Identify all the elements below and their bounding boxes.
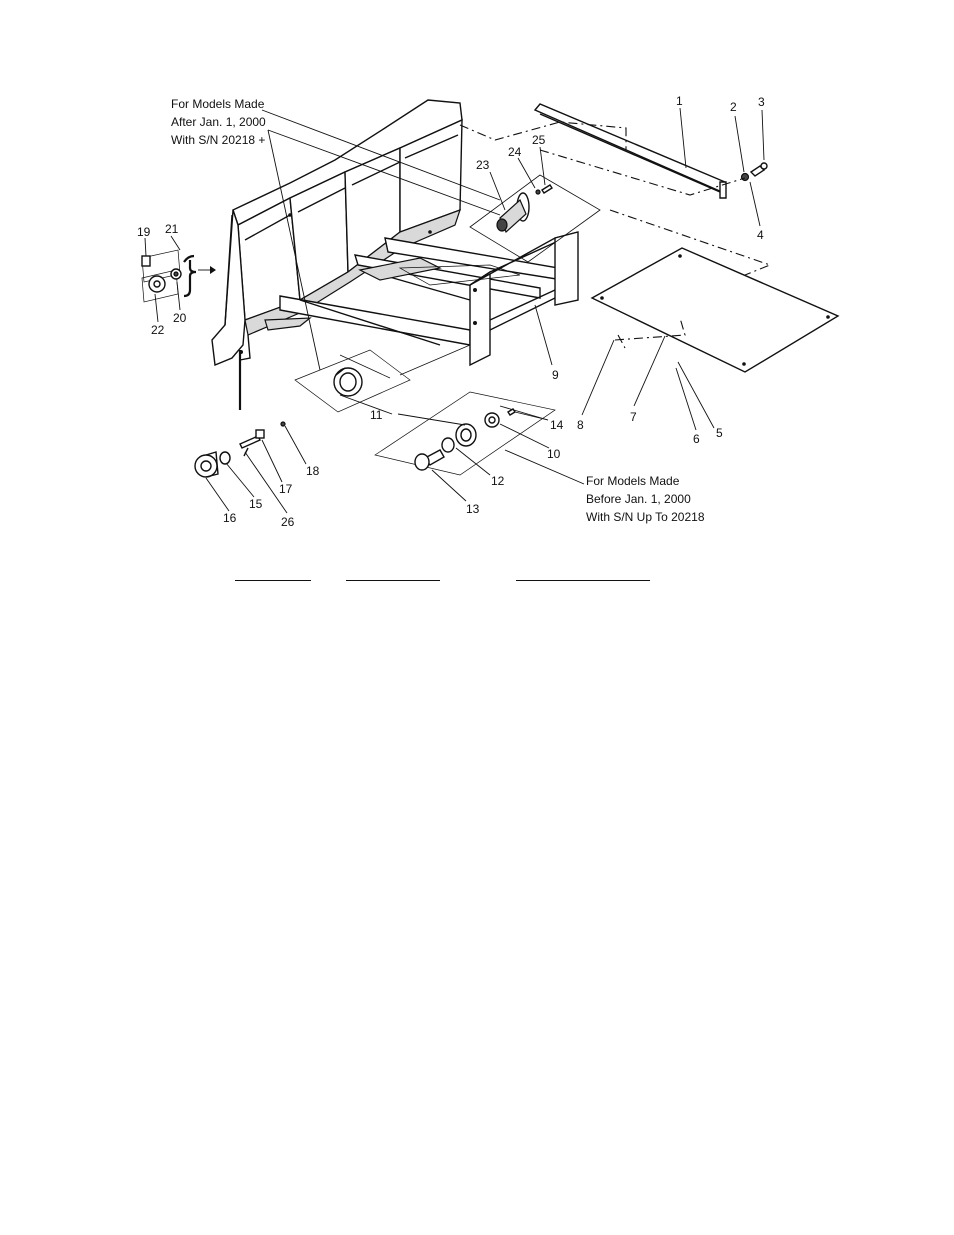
callout-1: 1: [676, 94, 683, 108]
callout-12: 12: [491, 474, 505, 488]
callout-23: 23: [476, 158, 490, 172]
callout-15: 15: [249, 497, 263, 511]
note-before-line-1: For Models Made: [586, 474, 680, 488]
note-before-line-3: With S/N Up To 20218: [586, 510, 705, 524]
note-before-line-2: Before Jan. 1, 2000: [586, 492, 691, 506]
note-after-line-1: For Models Made: [171, 97, 265, 111]
callout-11: 11: [370, 408, 383, 422]
note-before-2000: [586, 472, 705, 526]
part-2-3-4-hardware: [742, 163, 768, 181]
callout-5: 5: [716, 426, 723, 440]
callout-2: 2: [730, 100, 737, 114]
callout-19: 19: [137, 225, 151, 239]
callout-3: 3: [758, 95, 765, 109]
parts-15-18-26: [195, 422, 285, 477]
blank-rule-1: [235, 580, 311, 581]
callout-25: 25: [532, 133, 546, 147]
callout-26: 26: [281, 515, 295, 529]
callout-6: 6: [693, 432, 700, 446]
parts-10-14-inset: [375, 392, 555, 475]
part-7-plate: [592, 248, 838, 372]
callout-9: 9: [552, 368, 559, 382]
callout-8: 8: [577, 418, 584, 432]
part-11-bushing: [295, 350, 410, 412]
callout-18: 18: [306, 464, 320, 478]
note-after-line-3: With S/N 20218 +: [171, 133, 266, 147]
callout-17: 17: [279, 482, 293, 496]
note-after-2000: [171, 95, 266, 149]
callout-22: 22: [151, 323, 165, 337]
callout-21: 21: [165, 222, 179, 236]
callout-24: 24: [508, 145, 522, 159]
blade-frame-assembly: [212, 100, 578, 410]
callout-7: 7: [630, 410, 637, 424]
callout-20: 20: [173, 311, 187, 325]
note-after-line-2: After Jan. 1, 2000: [171, 115, 266, 129]
callout-16: 16: [223, 511, 237, 525]
parts-19-22-inset: [142, 250, 216, 302]
callout-10: 10: [547, 447, 561, 461]
callout-4: 4: [757, 228, 764, 242]
part-1-angle-bar: [535, 104, 726, 198]
callout-13: 13: [466, 502, 480, 516]
blank-rule-3: [516, 580, 650, 581]
blank-rule-2: [346, 580, 440, 581]
callout-14: 14: [550, 418, 564, 432]
